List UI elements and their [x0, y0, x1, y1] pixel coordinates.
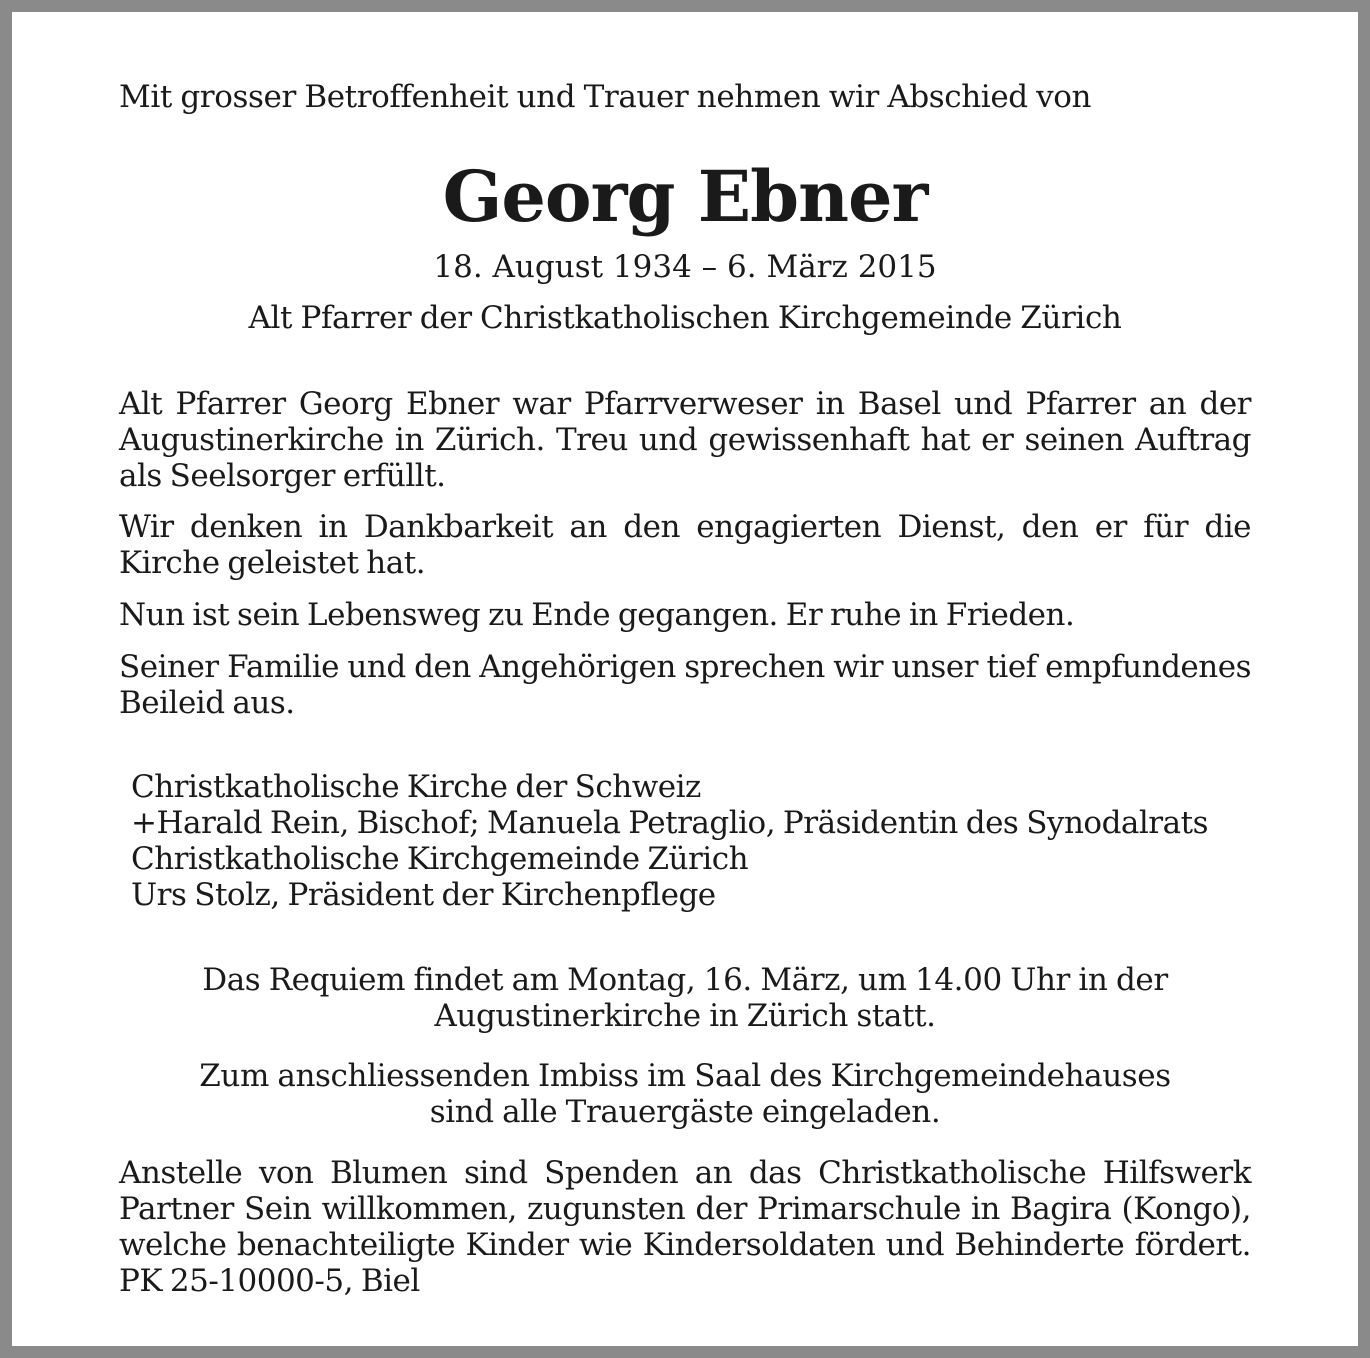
signer-president: Urs Stolz, Präsident der Kirchenpflege — [131, 877, 716, 913]
donation-notice: Anstelle von Blumen sind Spenden an das Christkatholische Hilfswerk Partner Sein willkommen, zugunsten der Primarschule in Bagira (Kongo), welche benachteiligte Kinder wie Kindersoldaten und Behinderte fördert. PK 25-10000-5, Biel — [119, 1155, 1251, 1299]
paragraph-condolence: Seiner Familie und den Angehörigen sprechen wir unser tief empfundenes Beileid aus. — [119, 649, 1251, 721]
life-dates: 18. August 1934 – 6. März 2015 — [433, 249, 937, 285]
deceased-name: Georg Ebner — [442, 155, 928, 238]
obituary-page — [12, 12, 1358, 1346]
requiem-line-2: Augustinerkirche in Zürich statt. — [434, 998, 936, 1034]
requiem-notice — [119, 962, 1251, 1034]
requiem-line-1: Das Requiem findet am Montag, 16. März, um 14.00 Uhr in der — [202, 962, 1168, 998]
paragraph-rest: Nun ist sein Lebensweg zu Ende gegangen. Er ruhe in Frieden. — [119, 597, 1075, 633]
paragraph-career: Alt Pfarrer Georg Ebner war Pfarrverweser in Basel und Pfarrer an der Augustinerkirche in Zürich. Treu und gewissenhaft hat er seinen Auftrag als Seelsorger erfüllt. — [119, 386, 1251, 494]
signer-parish: Christkatholische Kirchgemeinde Zürich — [131, 841, 749, 877]
reception-notice — [119, 1058, 1251, 1130]
paragraph-gratitude: Wir denken in Dankbarkeit an den engagierten Dienst, den er für die Kirche geleistet hat. — [119, 509, 1251, 581]
signer-names: +Harald Rein, Bischof; Manuela Petraglio, Präsidentin des Synodalrats — [131, 805, 1208, 841]
signers-block — [131, 769, 1263, 913]
reception-line-2: sind alle Trauergäste eingeladen. — [429, 1094, 941, 1130]
reception-line-1: Zum anschliessenden Imbiss im Saal des Kirchgemeindehauses — [199, 1058, 1171, 1094]
deceased-role: Alt Pfarrer der Christkatholischen Kirchgemeinde Zürich — [248, 300, 1122, 336]
intro-text: Mit grosser Betroffenheit und Trauer nehmen wir Abschied von — [119, 79, 1092, 115]
signer-organization: Christkatholische Kirche der Schweiz — [131, 769, 701, 805]
